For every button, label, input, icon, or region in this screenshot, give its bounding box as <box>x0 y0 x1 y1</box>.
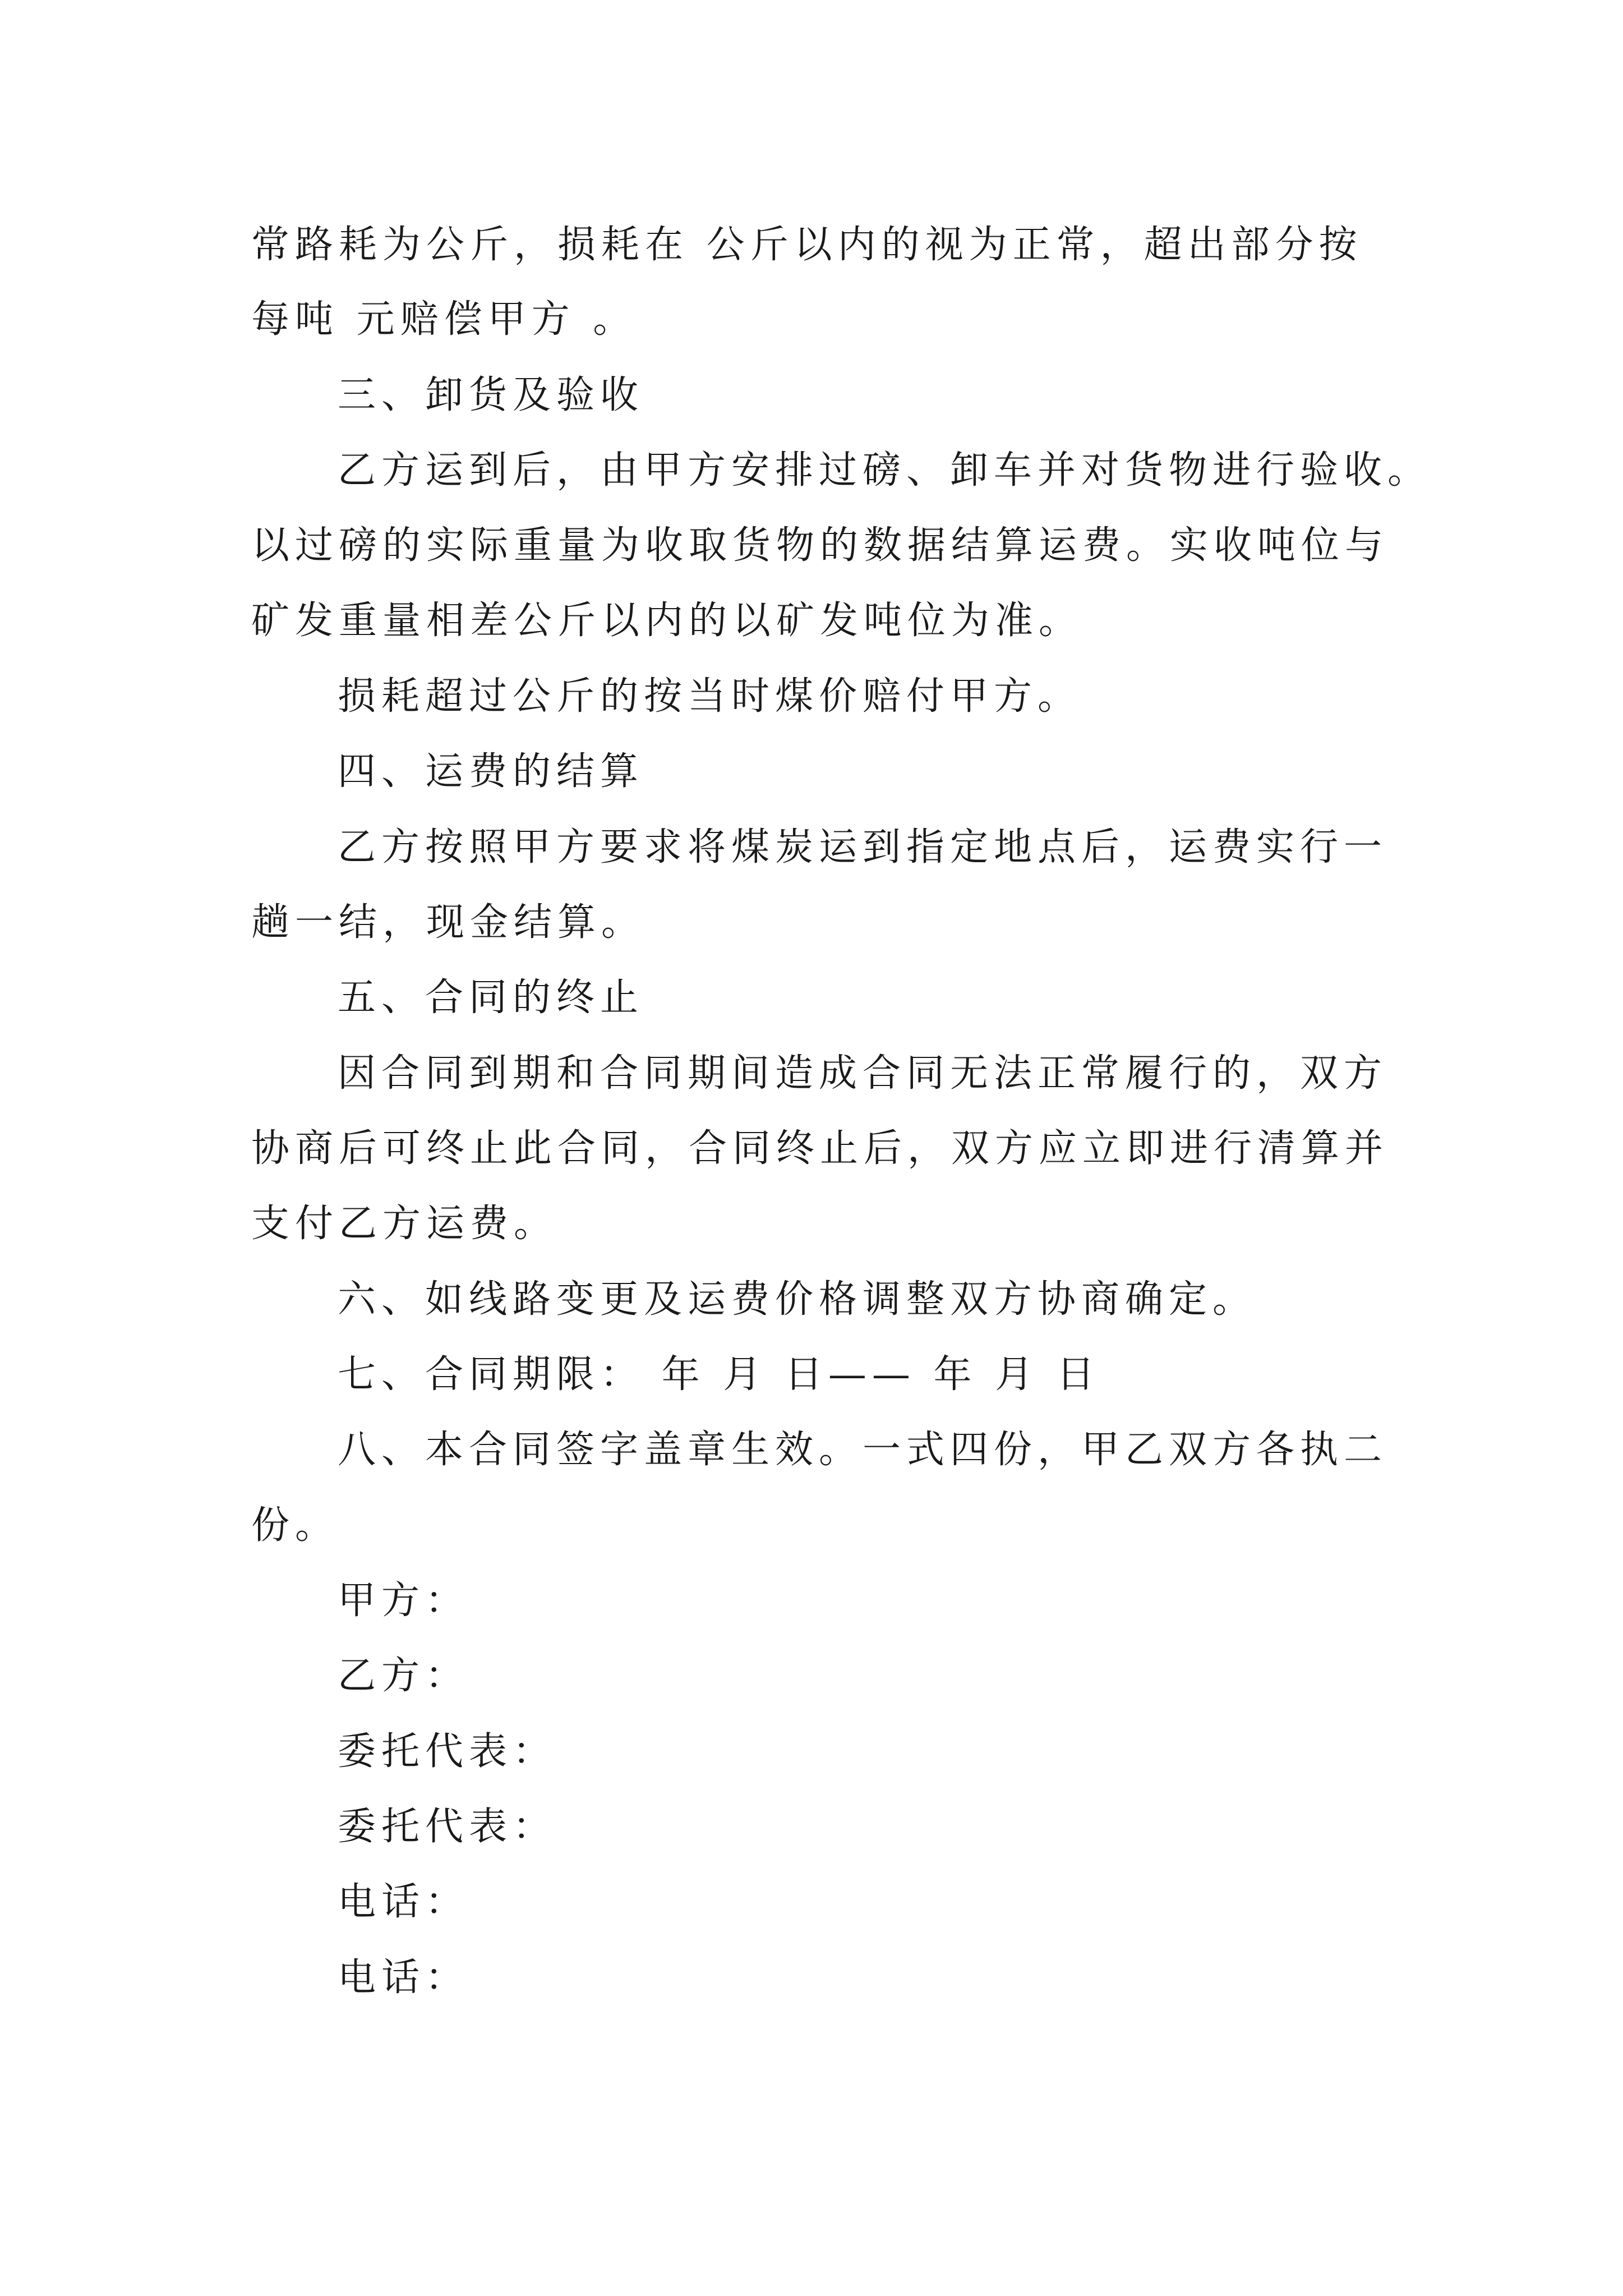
paragraph-line: 协商后可终止此合同，合同终止后，双方应立即进行清算并 <box>251 1126 1389 1171</box>
section-heading: 三、卸货及验收 <box>338 373 644 417</box>
section-heading: 四、运费的结算 <box>338 749 644 794</box>
signature-phone-b: 电话： <box>338 1955 469 2000</box>
paragraph-line: 常路耗为公斤，损耗在 公斤以内的视为正常，超出部分按 <box>251 223 1363 267</box>
signature-party-a: 甲方： <box>338 1579 469 1623</box>
paragraph-line: 支付乙方运费。 <box>251 1202 558 1246</box>
paragraph-line: 矿发重量相差公斤以内的以矿发吨位为准。 <box>251 599 1083 643</box>
paragraph-line: 趟一结，现金结算。 <box>251 900 645 945</box>
paragraph-line: 因合同到期和合同期间造成合同无法正常履行的，双方 <box>338 1051 1388 1096</box>
paragraph-line: 损耗超过公斤的按当时煤价赔付甲方。 <box>338 674 1082 719</box>
section-heading: 五、合同的终止 <box>338 976 644 1020</box>
section-heading: 八、本合同签字盖章生效。一式四份，甲乙双方各执二 <box>338 1428 1388 1472</box>
section-heading: 六、如线路变更及运费价格调整双方协商确定。 <box>338 1277 1257 1322</box>
paragraph-line: 乙方按照甲方要求将煤炭运到指定地点后，运费实行一 <box>338 825 1388 869</box>
paragraph-line: 每吨 元赔偿甲方 。 <box>251 297 637 342</box>
signature-phone-a: 电话： <box>338 1880 469 1924</box>
contract-term-line: 七、合同期限： 年 月 日—— 年 月 日 <box>338 1352 1100 1397</box>
signature-representative-b: 委托代表： <box>338 1805 557 1849</box>
paragraph-line: 份。 <box>251 1503 339 1548</box>
paragraph-line: 乙方运到后，由甲方安排过磅、卸车并对货物进行验收。 <box>338 448 1432 493</box>
signature-representative-a: 委托代表： <box>338 1729 557 1774</box>
signature-party-b: 乙方： <box>338 1654 469 1698</box>
paragraph-line: 以过磅的实际重量为收取货物的数据结算运费。实收吨位与 <box>251 523 1389 568</box>
